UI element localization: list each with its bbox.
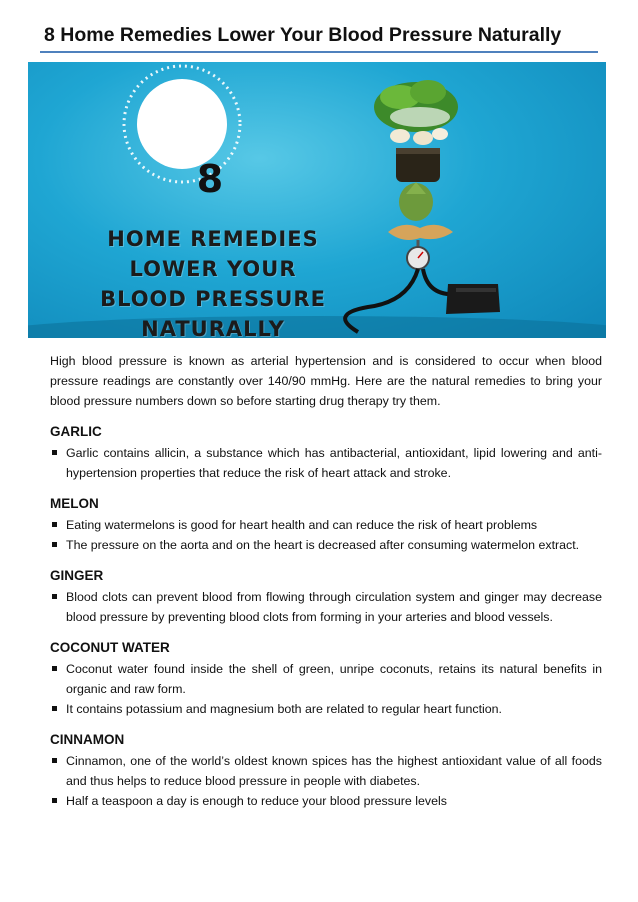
list-item: Half a teaspoon a day is enough to reduce your blood pressure levels <box>50 791 602 811</box>
intro-paragraph: High blood pressure is known as arterial hypertension and is considered to occur when blood pressure readings are constantly over 140/90 mmHg. Here are the natural remedies to bring your blood pressure numbers down so before starting drug therapy try them. <box>50 354 602 408</box>
section-title: GINGER <box>50 568 104 583</box>
list-item: Eating watermelons is good for heart health and can reduce the risk of heart problems <box>50 515 602 535</box>
banner-heading-line: BLOOD PRESSURE <box>100 287 326 311</box>
section-ginger <box>50 566 602 627</box>
list-item: Coconut water found inside the shell of green, unripe coconuts, retains its natural benefits in organic and raw form. <box>50 659 602 699</box>
banner-number: 8 <box>196 157 224 201</box>
page-title: 8 Home Remedies Lower Your Blood Pressure Naturally <box>44 24 562 46</box>
section-melon <box>50 494 602 555</box>
section-coconut-water <box>50 638 602 719</box>
section-title: COCONUT WATER <box>50 640 170 655</box>
list-item: Garlic contains allicin, a substance which has antibacterial, antioxidant, lipid lowering and anti-hypertension properties that reduce the risk of heart attack and stroke. <box>50 443 602 483</box>
section-title: GARLIC <box>50 424 102 439</box>
banner-heading <box>88 224 338 338</box>
list-item: It contains potassium and magnesium both are related to regular heart function. <box>50 699 602 719</box>
list-item: Cinnamon, one of the world’s oldest known spices has the highest antioxidant value of all foods and thus helps to reduce blood pressure in people with diabetes. <box>50 751 602 791</box>
article-body <box>50 351 602 811</box>
list-item: The pressure on the aorta and on the heart is decreased after consuming watermelon extract. <box>50 535 602 555</box>
header-banner-image <box>28 62 606 338</box>
section-cinnamon <box>50 730 602 811</box>
banner-heading-line: NATURALLY <box>141 317 285 338</box>
title-underline <box>40 51 598 53</box>
banner-heading-line: LOWER YOUR <box>129 257 297 281</box>
list-item: Blood clots can prevent blood from flowing through circulation system and ginger may decrease blood pressure by preventing blood clots from forming in your arteries and blood vessels. <box>50 587 602 627</box>
banner-heading-line: HOME REMEDIES <box>107 227 319 251</box>
section-title: MELON <box>50 496 99 511</box>
food-stack-illustration <box>345 80 500 332</box>
section-title: CINNAMON <box>50 732 125 747</box>
section-garlic <box>50 422 602 483</box>
